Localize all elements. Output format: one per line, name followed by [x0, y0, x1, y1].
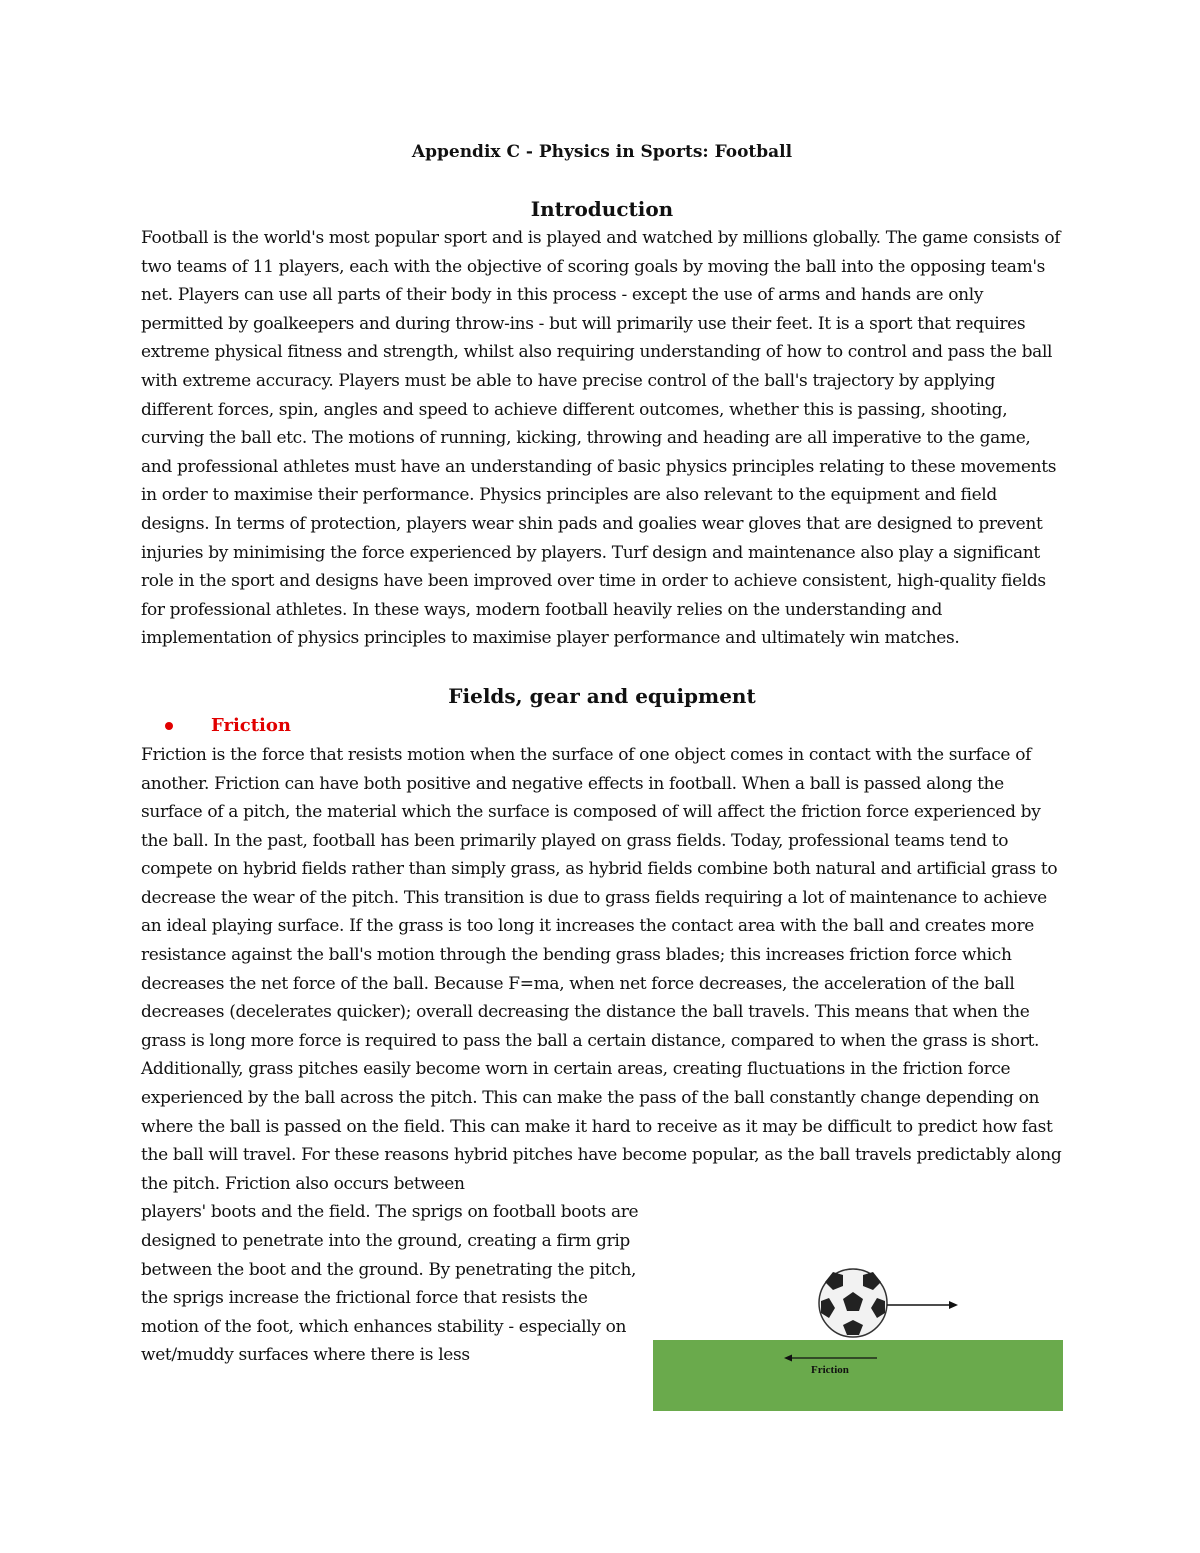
football-icon	[819, 1269, 887, 1337]
bullet-icon	[165, 722, 173, 730]
section-heading-introduction: Introduction	[530, 197, 674, 221]
friction-paragraph: Friction is the force that resists motion when the surface of one object comes in contact with the surface of another. Friction can have both positive and negative effects in football. When a ball is passed along the surface of a pitch, the material which the surface is composed of will affect the friction force experienced by the ball. In the past, football has been primarily played on grass fields. Today, professional teams tend to compete on hybrid fields rather than simply grass, as hybrid fields combine both natural and artificial grass to decrease the wear of the pitch. This transition is due to grass fields requiring a lot of maintenance to achieve an ideal playing surface. If the grass is too long it increases the contact area with the ball and creates more resistance against the ball's motion through the bending grass blades; this increases friction force which decreases the net force of the ball. Because F=ma, when net force decreases, the acceleration of the ball decreases (decelerates quicker); overall decreasing the distance the ball travels. This means that when the grass is long more force is required to pass the ball a certain distance, compared to when the grass is short. Additionally, grass pitches easily become worn in certain areas, creating fluctuations in the friction force experienced by the ball across the pitch. This can make the pass of the ball constantly change depending on where the ball is passed on the field. This can make it hard to receive as it may be difficult to predict how fast the ball will travel. For these reasons hybrid pitches have become popular, as the ball travels predictably along the pitch. Friction also occurs between	[141, 744, 1062, 1194]
friction-diagram	[653, 1263, 1063, 1411]
friction-bullet	[141, 711, 1063, 741]
document-title: Appendix C - Physics in Sports: Football	[411, 142, 793, 162]
section-heading-fields-gear: Fields, gear and equipment	[448, 683, 756, 708]
introduction-paragraph: Football is the world's most popular sport and is played and watched by millions globally. The game consists of two teams of 11 players, each with the objective of scoring goals by moving the ball into the opposing team's net. Players can use all parts of their body in this process - except the use of arms and hands are only permitted by goalkeepers and during throw-ins - but will primarily use their feet. It is a sport that requires extreme physical fitness and strength, whilst also requiring understanding of how to control and pass the ball with extreme accuracy. Players must be able to have precise control of the ball's trajectory by applying different forces, spin, angles and speed to achieve different outcomes, whether this is passing, shooting, curving the ball etc. The motions of running, kicking, throwing and heading are all imperative to the game, and professional athletes must have an understanding of basic physics principles relating to these movements in order to maximise their performance. Physics principles are also relevant to the equipment and field designs. In terms of protection, players wear shin pads and goalies wear gloves that are designed to prevent injuries by minimising the force experienced by players. Turf design and maintenance also play a significant role in the sport and designs have been improved over time in order to achieve consistent, high-quality fields for professional athletes. In these ways, modern football heavily relies on the understanding and implementation of physics principles to maximise player performance and ultimately win matches.	[141, 228, 1061, 649]
friction-label: Friction	[811, 1364, 849, 1376]
motion-arrow-icon	[887, 1301, 958, 1309]
friction-diagram-svg	[653, 1263, 1063, 1411]
field-rect	[653, 1340, 1063, 1411]
friction-bullet-label: Friction	[211, 715, 291, 737]
friction-paragraph-continued: players' boots and the field. The sprigs on football boots are designed to penetrate into the ground, creating a firm grip between the boot and the ground. By penetrating the pitch, the sprigs increase the frictional force that resists the motion of the foot, which enhances stability - especially on wet/muddy surfaces where there is less	[141, 1202, 639, 1366]
document-page	[141, 140, 1063, 1370]
